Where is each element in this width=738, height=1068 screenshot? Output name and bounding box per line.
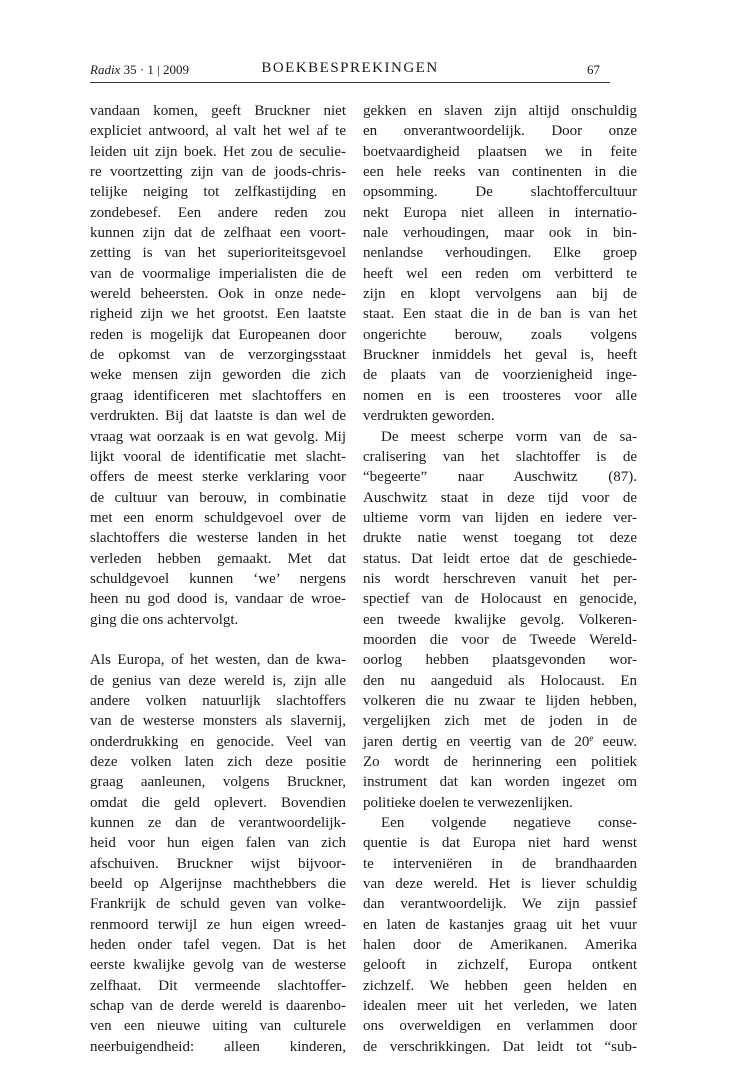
text-line: boetvaardigheid plaatsen we in feite (363, 143, 637, 160)
text-line: de verschrikkingen. Dat leidt tot “sub- (363, 1038, 637, 1055)
text-line: cralisering van het slachtoffer is de (363, 448, 637, 465)
text-line: zondebesef. Een andere reden zou (90, 204, 346, 221)
text-line: slachtoffers die westerse landen in het (90, 530, 346, 547)
text-line: Bruckner inmiddels het geval is, heeft (363, 347, 637, 364)
text-line: renmoord terwijl ze hun eigen wreed- (90, 916, 346, 933)
text-line: gekken en slaven zijn altijd onschuldig (363, 103, 637, 119)
text-line: spectief van de Holocaust en genocide, (363, 591, 637, 608)
text-line: nomen en is een troosteres voor alle (363, 387, 637, 404)
text-line: vraag wat oorzaak is en wat gevolg. Mij (90, 428, 346, 445)
text-line: de plaats van de voorzienigheid inge- (363, 367, 637, 384)
text-line: graag identificeren met slachtoffers en (90, 387, 346, 404)
text-line: onderdrukking en genocide. Veel van (90, 733, 346, 750)
text-line: gelooft in zichzelf, Europa ontkent (363, 957, 637, 974)
text-line: volkeren die nu zwaar te lijden hebben, (363, 692, 637, 709)
text-line (363, 732, 637, 752)
text-line: te interveniëren in de brandhaarden (363, 855, 637, 872)
text-line: verleden hebben gemaakt. Met dat (90, 550, 346, 567)
text-line: staat. Een staat die in de ban is van het (363, 306, 637, 323)
text-line: Frankrijk de schuld geven van volke- (90, 896, 346, 913)
text-line: van de westerse monsters als slavernij, (90, 713, 346, 730)
text-line: beeld op Algerijnse machthebbers die (90, 876, 346, 893)
text-line: de opkomst van de verzorgingsstaat (90, 347, 346, 364)
text-line: graag aanleunen, volgens Bruckner, (90, 774, 346, 791)
text-line: moorden die voor de Tweede Wereld- (363, 631, 637, 648)
text-line: kunnen zijn dat de zelfhaat een voort- (90, 225, 346, 242)
line-text: eeuw. (593, 733, 637, 750)
text-line: en onverantwoordelijk. Door onze (363, 123, 637, 140)
text-line: lijkt vooral de identificatie met slacht- (90, 448, 346, 465)
text-line: vandaan komen, geeft Bruckner niet (90, 103, 346, 119)
text-line: reden is mogelijk dat Europeanen door (90, 326, 346, 343)
text-line: andere volken natuurlijk slachtoffers (90, 692, 346, 709)
text-line: quentie is dat Europa niet hard wenst (363, 835, 637, 852)
text-line: eerste kwalijke gevolg van de westerse (90, 957, 346, 974)
text-line: nekt Europa niet alleen in internatio- (363, 204, 637, 221)
line-text: jaren dertig en veertig van de 20 (363, 733, 590, 750)
text-line: zichzelf. We hebben geen helden en (363, 977, 637, 994)
journal-name: Radix (90, 62, 121, 77)
text-line: heid voor hun eigen falen van zich (90, 835, 346, 852)
text-line: zijn en klopt vervolgens aan bij de (363, 286, 637, 303)
text-line: omdat die geld oplevert. Bovendien (90, 794, 346, 811)
text-line: zelfhaat. Dit vermeende slachtoffer- (90, 977, 346, 994)
text-line: van de voormalige imperialisten die de (90, 265, 346, 282)
text-line: oorlog hebben plaatsgevonden wor- (363, 652, 637, 669)
text-line: weke mensen zijn geworden die zich (90, 367, 346, 384)
text-line: ons overweldigen en verlammen door (363, 1018, 637, 1035)
text-line: een tweede kwalijke gevolg. Volkeren- (363, 611, 637, 628)
text-line: offers de meest sterke verklaring voor (90, 469, 346, 486)
page-number: 67 (587, 62, 600, 77)
text-line: zetting is van het superioriteitsgevoel (90, 245, 346, 262)
text-line: nenlandse verhoudingen. Elke groep (363, 245, 637, 262)
issue-number: 35 · 1 | 2009 (123, 62, 190, 77)
text-line: nale verhoudingen, maar ook in bin- (363, 225, 637, 242)
running-header (90, 60, 610, 83)
text-line: status. Dat leidt ertoe dat de geschiede- (363, 550, 637, 567)
text-line: afschuiven. Bruckner wijst bijvoor- (90, 855, 346, 872)
text-line: ultieme vorm van lijden en iedere ver- (363, 509, 637, 526)
text-line: kunnen ze dan de verantwoordelijk- (90, 815, 346, 832)
text-line: telijke neiging tot zelfkastijding en (90, 184, 346, 201)
text-line: expliciet antwoord, al valt het wel af te (90, 123, 346, 140)
text-line: schuldgevoel kunnen ‘we’ nergens (90, 570, 346, 587)
text-column-left (90, 101, 346, 1057)
paragraph-break (90, 630, 346, 650)
text-line: righeid zijn we het grootst. Een laatste (90, 306, 346, 323)
text-line: en laten de kastanjes graag uit het vuur (363, 916, 637, 933)
text-line: de genius van deze wereld is, zijn alle (90, 672, 346, 689)
text-line: schap van de derde wereld is daarenbo- (90, 998, 346, 1015)
text-line: verdrukten. Bij dat laatste is dan wel de (90, 408, 346, 425)
text-line: opsomming. De slachtoffercultuur (363, 184, 637, 201)
text-line: Als Europa, of het westen, dan de kwa- (90, 652, 346, 669)
text-line: drukte natie wenst toegang tot deze (363, 530, 637, 547)
superscript: e (589, 732, 594, 743)
text-line: verdrukten geworden. (363, 408, 495, 425)
text-line: heden onder tafel vegen. Dat is het (90, 937, 346, 954)
text-line: De meest scherpe vorm van de sa- (381, 428, 637, 445)
text-line: ongerichte berouw, zoals volgens (363, 326, 637, 343)
text-line: de cultuur van berouw, in combinatie (90, 489, 346, 506)
text-line: heeft wel een reden om verbitterd te (363, 265, 637, 282)
text-line: ven een nieuwe uiting van culturele (90, 1018, 346, 1035)
text-line: vergelijken zich met de joden in de (363, 713, 637, 730)
text-line: deze volken laten zich deze positie (90, 754, 346, 770)
text-line: een hele reeks van continenten in die (363, 164, 637, 181)
text-line: den nu aangeduid als Holocaust. En (363, 672, 637, 689)
text-line: Een volgende negatieve conse- (381, 815, 637, 832)
text-line: ging die ons achtervolgt. (90, 611, 239, 628)
text-line: Zo wordt de herinnering een politiek (363, 754, 637, 770)
text-line: dan verantwoordelijk. We zijn passief (363, 896, 637, 913)
text-line: van deze wereld. Het is liever schuldig (363, 876, 637, 893)
text-line: nis wordt herschreven vanuit het per- (363, 570, 637, 587)
text-line: neerbuigendheid: alleen kinderen, (90, 1038, 346, 1055)
section-title: BOEKBESPREKINGEN (261, 60, 439, 76)
text-line: “begeerte” naar Auschwitz (87). (363, 469, 637, 486)
text-line: heen nu god dood is, vandaar de wroe- (90, 591, 346, 608)
text-line: idealen meer uit het verleden, we laten (363, 998, 637, 1015)
text-line: re voortzetting zijn van de joods-chris- (90, 164, 346, 181)
text-line: leiden uit zijn boek. Het zou de seculie- (90, 143, 346, 160)
text-line: Auschwitz staat in deze tijd voor de (363, 489, 637, 506)
text-column-right (363, 101, 637, 1057)
text-line: politieke doelen te verwezenlijken. (363, 794, 573, 811)
text-line: wereld beheersten. Ook in onze nede- (90, 286, 346, 303)
text-line: halen door de Amerikanen. Amerika (363, 937, 637, 954)
text-line: met een enorm schuldgevoel over de (90, 509, 346, 526)
text-line: instrument dat kan worden ingezet om (363, 774, 637, 791)
